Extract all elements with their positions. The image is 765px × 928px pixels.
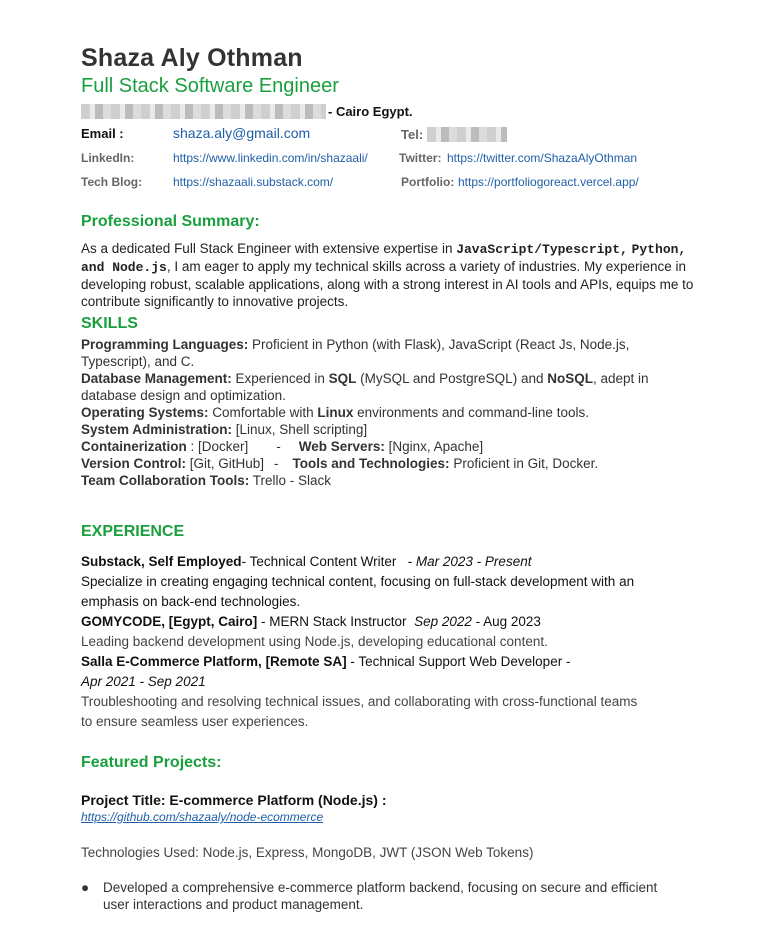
twitter-label: Twitter: — [399, 151, 442, 165]
summary-text: As a dedicated Full Stack Engineer with extensive expertise in JavaScript/Typescript, Python, and Node.js, I am eager to apply my technical skills across a variety of industries. My experience in developing robust, scalable applications, along with a strong interest in AI tools and APIs, equips me to contribute significantly to innovative projects. — [81, 241, 694, 309]
project-technologies: Technologies Used: Node.js, Express, MongoDB, JWT (JSON Web Tokens) — [81, 845, 534, 860]
project-link[interactable]: https://github.com/shazaaly/node-ecommerce — [81, 810, 324, 824]
skill-vc-tools: Version Control: [Git, GitHub] - Tools and Technologies: Proficient in Git, Docker. — [81, 456, 599, 471]
code-languages-2: Python, and Node.js — [81, 242, 687, 275]
skill-team: Team Collaboration Tools: Trello - Slack — [81, 473, 332, 488]
exp-3-desc: Troubleshooting and resolving technical issues, and collaborating with cross-functional teams to ensure seamless user experiences. — [81, 694, 638, 729]
skills-list — [81, 336, 701, 489]
tel-label — [401, 127, 509, 142]
summary-heading: Professional Summary: — [81, 213, 260, 230]
project-bullet — [81, 879, 683, 913]
exp-1-desc: Specialize in creating engaging technical content, focusing on full-stack development with an emphasis on back-end technologies. — [81, 574, 635, 609]
experience-list — [81, 552, 721, 732]
tel-label-text: Tel: — [401, 127, 424, 142]
portfolio-link[interactable]: https://portfoliogoreact.vercel.app/ — [458, 175, 639, 189]
email-link[interactable]: shaza.aly@gmail.com — [173, 125, 311, 141]
address-line — [81, 104, 413, 119]
email-label: Email : — [81, 126, 124, 141]
redacted-address — [81, 104, 326, 119]
twitter-link[interactable]: https://twitter.com/ShazaAlyOthman — [447, 151, 638, 165]
blog-link[interactable]: https://shazaali.substack.com/ — [173, 175, 334, 189]
exp-2-header: GOMYCODE, [Egypt, Cairo] - MERN Stack Instructor Sep 2022 - Aug 2023 — [81, 614, 541, 629]
skill-programming: Programming Languages: Proficient in Python (with Flask), JavaScript (React Js, Node.js, Typescript), and C. — [81, 337, 630, 369]
location-text: - Cairo Egypt. — [328, 104, 413, 119]
exp-2-desc: Leading backend development using Node.js, developing educational content. — [81, 634, 548, 649]
project-bullet-text: Developed a comprehensive e-commerce platform backend, focusing on secure and efficient user interactions and product management. — [103, 880, 658, 912]
skill-os: Operating Systems: Comfortable with Linux environments and command-line tools. — [81, 405, 589, 420]
linkedin-link[interactable]: https://www.linkedin.com/in/shazaali/ — [173, 151, 368, 165]
code-languages: JavaScript/Typescript, — [456, 242, 628, 257]
blog-label: Tech Blog: — [81, 175, 143, 189]
linkedin-label: LinkedIn: — [81, 151, 135, 165]
candidate-name: Shaza Aly Othman — [81, 44, 303, 72]
bullet-dot-icon: ● — [81, 880, 90, 895]
exp-3-header: Salla E-Commerce Platform, [Remote SA] - Technical Support Web Developer - — [81, 654, 571, 669]
redacted-phone — [427, 127, 507, 142]
projects-heading: Featured Projects: — [81, 754, 222, 771]
skill-sysadmin: System Administration: [Linux, Shell scripting] — [81, 422, 368, 437]
exp-3-dates: Apr 2021 - Sep 2021 — [81, 674, 206, 689]
portfolio-label: Portfolio: — [401, 175, 455, 189]
project-title: Project Title: E-commerce Platform (Node.js) : — [81, 792, 387, 808]
skill-database: Database Management: Experienced in SQL (MySQL and PostgreSQL) and NoSQL, adept in database design and optimization. — [81, 371, 649, 403]
job-title: Full Stack Software Engineer — [81, 75, 339, 97]
exp-1-header: Substack, Self Employed- Technical Content Writer - Mar 2023 - Present — [81, 554, 532, 569]
skills-heading: SKILLS — [81, 315, 138, 332]
experience-heading: EXPERIENCE — [81, 523, 185, 540]
skill-container-web: Containerization : [Docker] - Web Servers: [Nginx, Apache] — [81, 439, 484, 454]
